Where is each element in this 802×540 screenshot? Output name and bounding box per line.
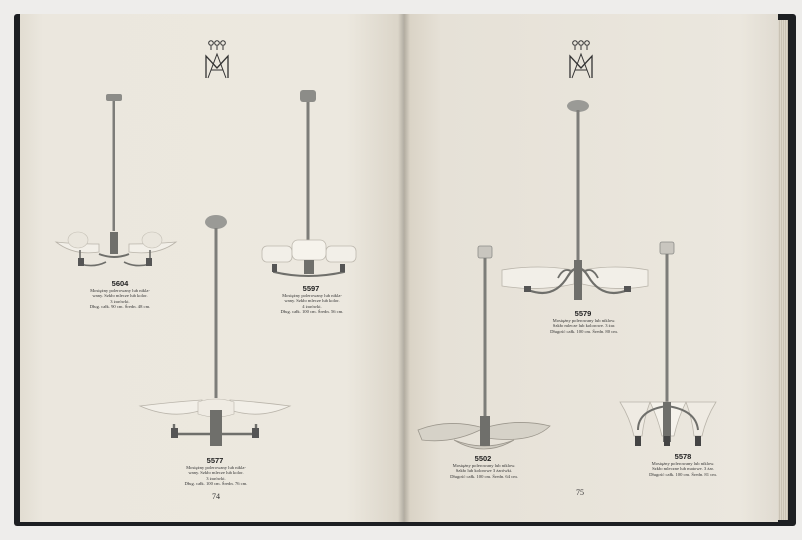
monogram-logo-icon [202, 38, 232, 82]
page-number: 75 [576, 488, 584, 497]
page-number: 74 [212, 492, 220, 501]
item-number: 5502 [474, 454, 492, 463]
item-description: Mosiężny polerowany lub nikla- wany. Szkło mlecze lub kolor. 3 żarówki. Dług. całk. 100 cm. Średn. 76 cm. [184, 465, 248, 487]
left-page [20, 14, 404, 522]
item-description: Mosiężny polerowany lub niklow. Szkło mlecze lub kolorowe. 3 żar. Długość całk. 100 cm. Średn. 80 cm. [550, 318, 618, 334]
item-number: 5578 [674, 452, 692, 461]
item-number: 5597 [302, 284, 320, 293]
monogram-logo-icon [566, 38, 596, 82]
item-description: Mosiężny polerowany lub nikla- wany. Szkło mlecze lub kolor. 4 żarówki. Dług. całk. 100 cm. Średn. 56 cm. [280, 293, 344, 315]
item-number: 5579 [574, 309, 592, 318]
item-number: 5604 [111, 279, 129, 288]
item-description: Mosiężny polerowany lub niklow. Szkło mleczne lub matowe. 3 żar. Długość całk. 100 cm. Średn. 81 cm. [649, 461, 717, 477]
chandelier-5502-image [414, 244, 554, 458]
page-edges [778, 20, 788, 520]
item-number: 5577 [206, 456, 224, 465]
right-page [404, 14, 778, 522]
chandelier-5577-image [138, 214, 292, 454]
chandelier-5578-image [618, 240, 718, 450]
book-gutter [398, 14, 410, 522]
item-description: Mosiężny polerowany lub niklow. Szkło lub kolorowe 3 żarówki. Długość całk. 100 cm. Średn. 64 cm. [450, 463, 518, 479]
item-description: Mosiężny polerowany lub nikla- wany. Szkło mlecze lub kolor. 3 żarówki. Dług. całk. 90 cm. Średn. 48 cm. [89, 288, 151, 310]
